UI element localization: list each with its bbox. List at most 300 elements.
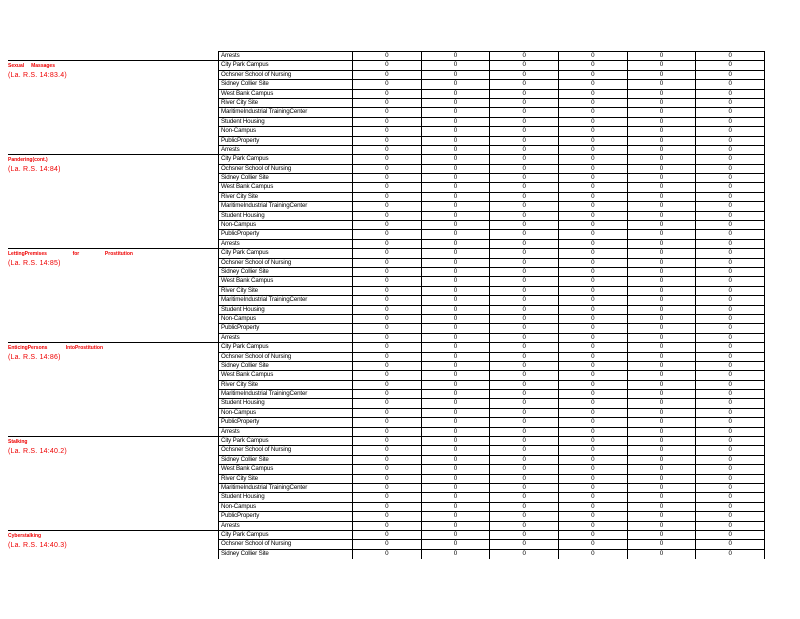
offense-name xyxy=(8,531,218,540)
value-cell: 0 xyxy=(695,409,764,417)
value-cell: 0 xyxy=(352,503,421,511)
value-cell: 0 xyxy=(558,362,627,370)
offense-name-word: Massages xyxy=(31,63,55,70)
location-cell: West Bank Campus xyxy=(221,277,274,285)
offense-label-block xyxy=(8,436,218,456)
value-cell: 0 xyxy=(627,146,696,154)
value-cell: 0 xyxy=(695,165,764,173)
value-cell: 0 xyxy=(421,512,490,520)
value-cell: 0 xyxy=(627,240,696,248)
offense-name xyxy=(8,437,218,446)
value-cell: 0 xyxy=(421,522,490,530)
value-cell: 0 xyxy=(352,531,421,539)
value-cell: 0 xyxy=(627,71,696,79)
location-cell: West Bank Campus xyxy=(221,89,274,97)
value-cell: 0 xyxy=(421,80,490,88)
value-cell: 0 xyxy=(489,540,558,548)
value-cell: 0 xyxy=(695,230,764,238)
offense-name-word: Stalking xyxy=(8,439,28,446)
value-cell: 0 xyxy=(695,503,764,511)
value-cell: 0 xyxy=(627,522,696,530)
offense-name-word: (cont.) xyxy=(32,157,48,164)
value-cell: 0 xyxy=(695,127,764,135)
table-row xyxy=(219,90,764,99)
value-cell: 0 xyxy=(352,90,421,98)
location-cell: Arrests xyxy=(221,333,240,341)
table-row xyxy=(219,165,764,174)
value-cell: 0 xyxy=(558,52,627,60)
value-cell: 0 xyxy=(421,230,490,238)
value-cell: 0 xyxy=(695,456,764,464)
table-row xyxy=(219,381,764,390)
location-cell: Non-Campus xyxy=(221,314,256,322)
value-cell: 0 xyxy=(695,221,764,229)
value-cell: 0 xyxy=(421,183,490,191)
table-row xyxy=(219,127,764,136)
value-cell: 0 xyxy=(352,155,421,163)
value-cell: 0 xyxy=(695,399,764,407)
value-cell: 0 xyxy=(421,61,490,69)
value-cell: 0 xyxy=(558,428,627,436)
value-cell: 0 xyxy=(489,137,558,145)
value-cell: 0 xyxy=(352,550,421,559)
value-cell: 0 xyxy=(352,146,421,154)
value-cell: 0 xyxy=(558,306,627,314)
value-cell: 0 xyxy=(695,512,764,520)
table-row xyxy=(219,287,764,296)
value-cell: 0 xyxy=(352,249,421,257)
value-cell: 0 xyxy=(627,118,696,126)
value-cell: 0 xyxy=(695,465,764,473)
value-cell: 0 xyxy=(695,80,764,88)
value-cell: 0 xyxy=(695,202,764,210)
table-row xyxy=(219,334,764,343)
location-cell: Arrests xyxy=(221,145,240,153)
location-cell: MaritimeIndustrial TrainingCenter xyxy=(221,108,308,116)
value-cell: 0 xyxy=(489,259,558,267)
value-cell: 0 xyxy=(489,52,558,60)
value-cell: 0 xyxy=(489,418,558,426)
location-cell: City Park Campus xyxy=(221,343,269,351)
value-cell: 0 xyxy=(627,475,696,483)
value-cell: 0 xyxy=(352,137,421,145)
value-cell: 0 xyxy=(489,343,558,351)
value-cell: 0 xyxy=(627,390,696,398)
value-cell: 0 xyxy=(352,493,421,501)
value-cell: 0 xyxy=(695,390,764,398)
value-cell: 0 xyxy=(627,127,696,135)
value-cell: 0 xyxy=(421,277,490,285)
location-cell: City Park Campus xyxy=(221,530,269,538)
value-cell: 0 xyxy=(421,221,490,229)
value-cell: 0 xyxy=(695,343,764,351)
table-row xyxy=(219,399,764,408)
value-cell: 0 xyxy=(421,456,490,464)
value-cell: 0 xyxy=(695,475,764,483)
offense-statute: (La. R.S. 14:84) xyxy=(8,165,61,173)
value-cell: 0 xyxy=(695,259,764,267)
offense-statute: (La. R.S. 14:83.4) xyxy=(8,71,67,79)
value-cell: 0 xyxy=(489,127,558,135)
value-cell: 0 xyxy=(558,484,627,492)
table-row xyxy=(219,221,764,230)
value-cell: 0 xyxy=(352,296,421,304)
value-cell: 0 xyxy=(489,287,558,295)
location-cell: Sidney Collier Site xyxy=(221,455,269,463)
value-cell: 0 xyxy=(352,399,421,407)
offense-name-word: Pandering xyxy=(8,157,33,164)
table-row xyxy=(219,324,764,333)
value-cell: 0 xyxy=(489,99,558,107)
value-cell: 0 xyxy=(695,315,764,323)
offense-name-word: Cyberstalking xyxy=(8,533,42,540)
offense-name-word: for xyxy=(72,251,80,258)
value-cell: 0 xyxy=(695,540,764,548)
value-cell: 0 xyxy=(489,371,558,379)
value-cell: 0 xyxy=(558,522,627,530)
value-cell: 0 xyxy=(695,418,764,426)
value-cell: 0 xyxy=(558,550,627,559)
value-cell: 0 xyxy=(558,353,627,361)
value-cell: 0 xyxy=(352,522,421,530)
value-cell: 0 xyxy=(627,287,696,295)
value-cell: 0 xyxy=(352,118,421,126)
table-row xyxy=(219,146,764,155)
value-cell: 0 xyxy=(695,212,764,220)
value-cell: 0 xyxy=(421,371,490,379)
value-cell: 0 xyxy=(558,212,627,220)
value-cell: 0 xyxy=(695,118,764,126)
table-row xyxy=(219,174,764,183)
value-cell: 0 xyxy=(558,399,627,407)
value-cell: 0 xyxy=(352,240,421,248)
value-cell: 0 xyxy=(558,437,627,445)
location-cell: PublicProperty xyxy=(221,418,260,426)
value-cell: 0 xyxy=(421,268,490,276)
value-cell: 0 xyxy=(352,287,421,295)
value-cell: 0 xyxy=(558,446,627,454)
value-cell: 0 xyxy=(489,334,558,342)
location-cell: Ochsner School of Nursing xyxy=(221,352,292,360)
value-cell: 0 xyxy=(352,475,421,483)
value-cell: 0 xyxy=(627,437,696,445)
value-cell: 0 xyxy=(695,61,764,69)
value-cell: 0 xyxy=(558,71,627,79)
value-cell: 0 xyxy=(489,399,558,407)
value-cell: 0 xyxy=(558,334,627,342)
location-cell: Non-Campus xyxy=(221,408,256,416)
value-cell: 0 xyxy=(558,127,627,135)
value-cell: 0 xyxy=(352,80,421,88)
location-cell: Arrests xyxy=(221,239,240,247)
value-cell: 0 xyxy=(695,277,764,285)
value-cell: 0 xyxy=(352,202,421,210)
value-cell: 0 xyxy=(695,531,764,539)
location-cell: River City Site xyxy=(221,192,258,200)
table-row xyxy=(219,193,764,202)
value-cell: 0 xyxy=(627,296,696,304)
location-cell: Arrests xyxy=(221,52,240,59)
value-cell: 0 xyxy=(489,296,558,304)
value-cell: 0 xyxy=(352,512,421,520)
value-cell: 0 xyxy=(352,334,421,342)
location-cell: Student Housing xyxy=(221,493,265,501)
table-row xyxy=(219,183,764,192)
value-cell: 0 xyxy=(627,80,696,88)
location-cell: Ochsner School of Nursing xyxy=(221,70,292,78)
report-table xyxy=(218,51,765,559)
table-row xyxy=(219,202,764,211)
value-cell: 0 xyxy=(352,343,421,351)
value-cell: 0 xyxy=(558,137,627,145)
value-cell: 0 xyxy=(695,99,764,107)
value-cell: 0 xyxy=(558,371,627,379)
value-cell: 0 xyxy=(558,221,627,229)
value-cell: 0 xyxy=(352,71,421,79)
table-row xyxy=(219,249,764,258)
value-cell: 0 xyxy=(695,362,764,370)
value-cell: 0 xyxy=(489,61,558,69)
value-cell: 0 xyxy=(489,437,558,445)
value-cell: 0 xyxy=(695,137,764,145)
value-cell: 0 xyxy=(558,296,627,304)
value-cell: 0 xyxy=(489,71,558,79)
table-row xyxy=(219,446,764,455)
value-cell: 0 xyxy=(627,193,696,201)
value-cell: 0 xyxy=(627,90,696,98)
location-cell: MaritimeIndustrial TrainingCenter xyxy=(221,390,308,398)
value-cell: 0 xyxy=(627,212,696,220)
value-cell: 0 xyxy=(558,409,627,417)
value-cell: 0 xyxy=(489,174,558,182)
value-cell: 0 xyxy=(421,550,490,559)
value-cell: 0 xyxy=(627,446,696,454)
value-cell: 0 xyxy=(421,409,490,417)
value-cell: 0 xyxy=(421,99,490,107)
value-cell: 0 xyxy=(489,428,558,436)
value-cell: 0 xyxy=(695,268,764,276)
value-cell: 0 xyxy=(489,165,558,173)
value-cell: 0 xyxy=(627,324,696,332)
value-cell: 0 xyxy=(352,108,421,116)
value-cell: 0 xyxy=(352,324,421,332)
value-cell: 0 xyxy=(352,306,421,314)
value-cell: 0 xyxy=(695,334,764,342)
value-cell: 0 xyxy=(352,174,421,182)
location-cell: MaritimeIndustrial TrainingCenter xyxy=(221,202,308,210)
value-cell: 0 xyxy=(627,315,696,323)
value-cell: 0 xyxy=(489,493,558,501)
location-cell: Non-Campus xyxy=(221,502,256,510)
value-cell: 0 xyxy=(695,146,764,154)
value-cell: 0 xyxy=(352,221,421,229)
location-cell: Student Housing xyxy=(221,305,265,313)
offense-label-block xyxy=(8,342,218,362)
value-cell: 0 xyxy=(627,174,696,182)
location-cell: West Bank Campus xyxy=(221,465,274,473)
value-cell: 0 xyxy=(558,99,627,107)
location-cell: West Bank Campus xyxy=(221,183,274,191)
table-row xyxy=(219,212,764,221)
location-cell: Non-Campus xyxy=(221,127,256,135)
offense-statute: (La. R.S. 14:40.3) xyxy=(8,541,67,549)
location-cell: PublicProperty xyxy=(221,512,260,520)
table-row xyxy=(219,475,764,484)
table-row xyxy=(219,155,764,164)
value-cell: 0 xyxy=(421,52,490,60)
value-cell: 0 xyxy=(352,484,421,492)
location-cell: Ochsner School of Nursing xyxy=(221,540,292,548)
offense-label-block xyxy=(8,154,218,174)
location-cell: Sidney Collier Site xyxy=(221,267,269,275)
value-cell: 0 xyxy=(489,381,558,389)
table-row xyxy=(219,61,764,70)
table-row xyxy=(219,493,764,502)
value-cell: 0 xyxy=(695,90,764,98)
value-cell: 0 xyxy=(627,418,696,426)
value-cell: 0 xyxy=(421,390,490,398)
value-cell: 0 xyxy=(421,137,490,145)
value-cell: 0 xyxy=(695,287,764,295)
table-row xyxy=(219,428,764,437)
value-cell: 0 xyxy=(558,249,627,257)
value-cell: 0 xyxy=(352,390,421,398)
offense-label-block xyxy=(8,60,218,80)
value-cell: 0 xyxy=(627,493,696,501)
value-cell: 0 xyxy=(421,212,490,220)
offense-label-block xyxy=(8,248,218,268)
location-cell: City Park Campus xyxy=(221,249,269,257)
value-cell: 0 xyxy=(421,315,490,323)
value-cell: 0 xyxy=(352,353,421,361)
value-cell: 0 xyxy=(421,240,490,248)
value-cell: 0 xyxy=(627,221,696,229)
table-row xyxy=(219,390,764,399)
value-cell: 0 xyxy=(558,118,627,126)
table-row xyxy=(219,550,764,559)
value-cell: 0 xyxy=(489,503,558,511)
value-cell: 0 xyxy=(695,324,764,332)
table-row xyxy=(219,362,764,371)
table-row xyxy=(219,456,764,465)
value-cell: 0 xyxy=(695,240,764,248)
value-cell: 0 xyxy=(627,230,696,238)
value-cell: 0 xyxy=(558,418,627,426)
location-cell: PublicProperty xyxy=(221,230,260,238)
offense-name-word: EnticingPersons xyxy=(8,345,48,352)
offense-statute: (La. R.S. 14:86) xyxy=(8,353,61,361)
value-cell: 0 xyxy=(558,202,627,210)
value-cell: 0 xyxy=(558,381,627,389)
location-cell: Sidney Collier Site xyxy=(221,174,269,182)
value-cell: 0 xyxy=(627,353,696,361)
value-cell: 0 xyxy=(489,550,558,559)
location-cell: Ochsner School of Nursing xyxy=(221,446,292,454)
value-cell: 0 xyxy=(627,343,696,351)
offense-name xyxy=(8,249,133,258)
value-cell: 0 xyxy=(421,446,490,454)
value-cell: 0 xyxy=(695,52,764,60)
value-cell: 0 xyxy=(421,503,490,511)
value-cell: 0 xyxy=(489,315,558,323)
value-cell: 0 xyxy=(352,315,421,323)
value-cell: 0 xyxy=(421,155,490,163)
value-cell: 0 xyxy=(489,118,558,126)
location-cell: River City Site xyxy=(221,98,258,106)
table-row xyxy=(219,230,764,239)
value-cell: 0 xyxy=(421,146,490,154)
value-cell: 0 xyxy=(558,108,627,116)
value-cell: 0 xyxy=(558,343,627,351)
value-cell: 0 xyxy=(489,80,558,88)
value-cell: 0 xyxy=(489,240,558,248)
value-cell: 0 xyxy=(421,343,490,351)
value-cell: 0 xyxy=(489,268,558,276)
value-cell: 0 xyxy=(695,522,764,530)
value-cell: 0 xyxy=(558,61,627,69)
value-cell: 0 xyxy=(627,503,696,511)
value-cell: 0 xyxy=(352,446,421,454)
table-row xyxy=(219,296,764,305)
value-cell: 0 xyxy=(695,484,764,492)
value-cell: 0 xyxy=(627,99,696,107)
value-cell: 0 xyxy=(695,493,764,501)
value-cell: 0 xyxy=(695,371,764,379)
value-cell: 0 xyxy=(421,202,490,210)
value-cell: 0 xyxy=(558,512,627,520)
location-cell: River City Site xyxy=(221,474,258,482)
table-row xyxy=(219,522,764,531)
value-cell: 0 xyxy=(695,381,764,389)
value-cell: 0 xyxy=(627,52,696,60)
offense-name-word: Prostitution xyxy=(104,251,133,258)
value-cell: 0 xyxy=(695,155,764,163)
location-cell: Non-Campus xyxy=(221,221,256,229)
location-cell: MaritimeIndustrial TrainingCenter xyxy=(221,296,308,304)
value-cell: 0 xyxy=(489,202,558,210)
value-cell: 0 xyxy=(695,183,764,191)
value-cell: 0 xyxy=(421,493,490,501)
table-row xyxy=(219,512,764,521)
value-cell: 0 xyxy=(558,324,627,332)
location-cell: River City Site xyxy=(221,380,258,388)
value-cell: 0 xyxy=(421,127,490,135)
table-row xyxy=(219,437,764,446)
table-row xyxy=(219,277,764,286)
value-cell: 0 xyxy=(627,399,696,407)
value-cell: 0 xyxy=(421,475,490,483)
value-cell: 0 xyxy=(695,174,764,182)
location-cell: Student Housing xyxy=(221,399,265,407)
value-cell: 0 xyxy=(352,165,421,173)
location-cell: Student Housing xyxy=(221,211,265,219)
value-cell: 0 xyxy=(695,193,764,201)
value-cell: 0 xyxy=(627,155,696,163)
value-cell: 0 xyxy=(489,456,558,464)
location-cell: West Bank Campus xyxy=(221,371,274,379)
value-cell: 0 xyxy=(558,315,627,323)
value-cell: 0 xyxy=(352,409,421,417)
value-cell: 0 xyxy=(421,465,490,473)
value-cell: 0 xyxy=(489,522,558,530)
value-cell: 0 xyxy=(627,484,696,492)
value-cell: 0 xyxy=(627,165,696,173)
value-cell: 0 xyxy=(627,183,696,191)
location-cell: MaritimeIndustrial TrainingCenter xyxy=(221,483,308,491)
table-row xyxy=(219,137,764,146)
table-row xyxy=(219,306,764,315)
value-cell: 0 xyxy=(489,446,558,454)
